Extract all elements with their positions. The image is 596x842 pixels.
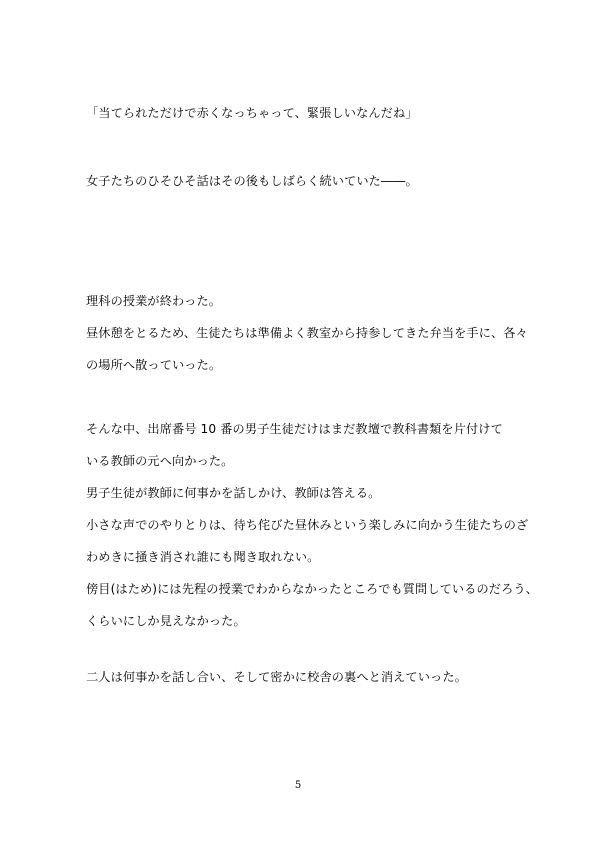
text-line: 昼休憩をとるため、生徒たちは準備よく教室から持参してきた弁当を手に、各々 xyxy=(86,326,528,340)
text-line: くらいにしか見えなかった。 xyxy=(86,614,246,628)
text-line: 女子たちのひそひそ話はその後もしばらく続いていた――。 xyxy=(86,174,418,188)
text-line: いる教師の元へ向かった。 xyxy=(86,454,234,468)
text-line: そんな中、出席番号 10 番の男子生徒だけはまだ教壇で教科書類を片付けて xyxy=(86,422,503,436)
text-line: 小さな声でのやりとりは、待ち侘びた昼休みという楽しみに向かう生徒たちのざ xyxy=(86,518,529,532)
text-line: 傍目(はため)には先程の授業でわからなかったところでも質問しているのだろう、 xyxy=(86,582,538,596)
page-number: 5 xyxy=(294,780,302,791)
text-line: わめきに掻き消され誰にも聞き取れない。 xyxy=(86,550,320,564)
text-line: 二人は何事かを話し合い、そして密かに校舎の裏へと消えていった。 xyxy=(86,670,467,684)
text-line: 理科の授業が終わった。 xyxy=(86,294,222,308)
text-line: の場所へ散っていった。 xyxy=(86,358,222,372)
text-line: 男子生徒が教師に何事かを話しかけ、教師は答える。 xyxy=(86,486,381,500)
text-line: 「当てられただけで赤くなっちゃって、緊張しいなんだね」 xyxy=(86,106,418,120)
